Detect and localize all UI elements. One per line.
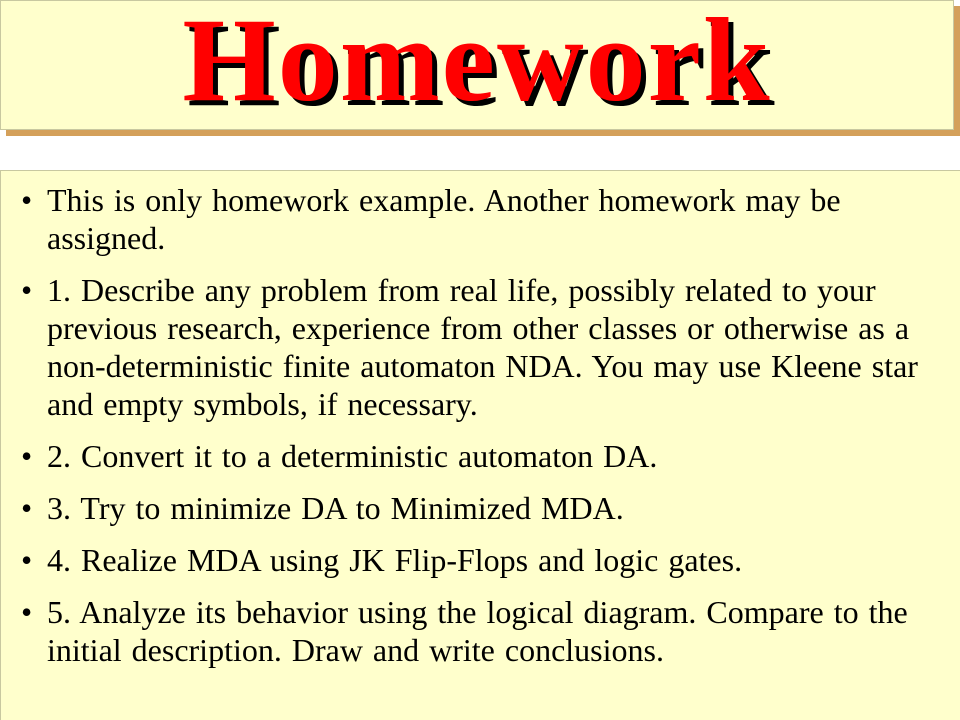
bullet-icon: •	[21, 594, 33, 630]
bullet-text: 2. Convert it to a deterministic automaton DA.	[47, 438, 658, 474]
bullet-icon: •	[21, 542, 33, 578]
bullet-icon: •	[21, 272, 33, 308]
title-banner	[0, 0, 954, 130]
content-panel	[0, 170, 960, 720]
bullet-text: 4. Realize MDA using JK Flip-Flops and logic gates.	[47, 542, 743, 578]
bullet-icon: •	[21, 182, 33, 218]
bullet-item-step-1	[1, 271, 930, 423]
bullet-icon: •	[21, 438, 33, 474]
bullet-item-step-2	[1, 437, 930, 475]
bullet-item-step-3	[1, 489, 930, 527]
bullet-item-intro	[1, 181, 930, 257]
slide-title: Homework	[182, 0, 772, 126]
bullet-text: 3. Try to minimize DA to Minimized MDA.	[47, 490, 624, 526]
bullet-text: 1. Describe any problem from real life, possibly related to your previous research, experience from other classes or otherwise as a non-deterministic finite automaton NDA. You may use Kleene star and empty symbols, if necessary.	[47, 272, 918, 422]
bullet-text: 5. Analyze its behavior using the logical diagram. Compare to the initial description. Draw and write conclusions.	[47, 594, 908, 668]
bullet-list	[1, 171, 960, 669]
bullet-text: This is only homework example. Another homework may be assigned.	[47, 182, 841, 256]
bullet-item-step-4	[1, 541, 930, 579]
bullet-item-step-5	[1, 593, 930, 669]
bullet-icon: •	[21, 490, 33, 526]
